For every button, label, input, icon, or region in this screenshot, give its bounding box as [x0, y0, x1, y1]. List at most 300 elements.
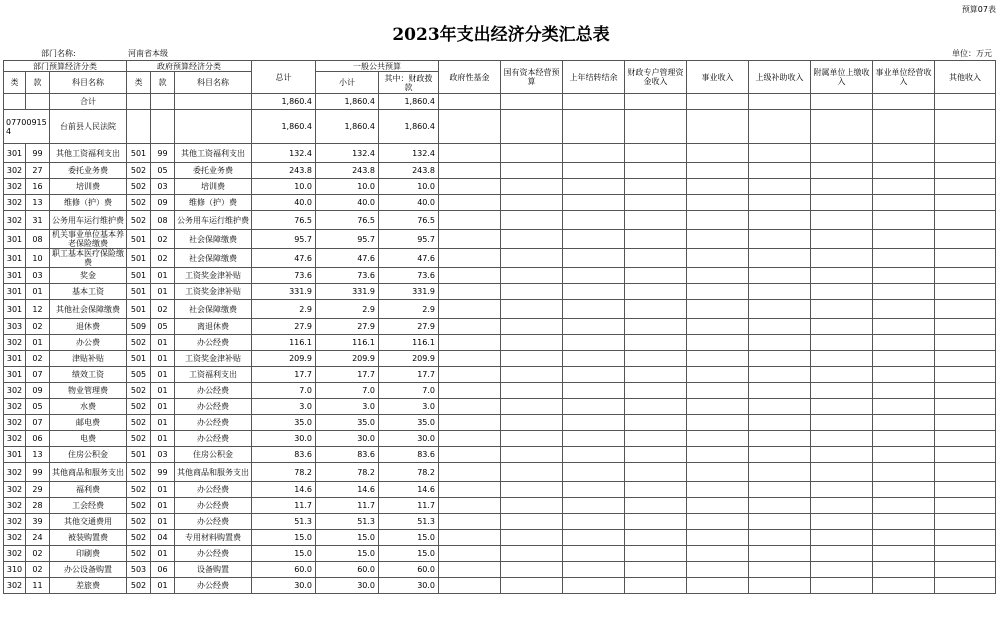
carryover-header: 上年结转结余: [563, 61, 625, 94]
empty-cell: [811, 144, 873, 163]
fiscal-grant-cell: 15.0: [379, 546, 439, 562]
empty-cell: [811, 230, 873, 249]
gov-lei-cell: 502: [127, 179, 151, 195]
gov-kuan-cell: 01: [151, 284, 175, 300]
gov-subject-cell: 其他工资福利支出: [175, 144, 252, 163]
dept-lei-cell: 302: [4, 415, 26, 431]
empty-cell: [439, 144, 501, 163]
empty-cell: [501, 546, 563, 562]
empty-cell: [439, 335, 501, 351]
empty-cell: [749, 300, 811, 319]
empty-cell: [811, 562, 873, 578]
fiscal-grant-cell: 116.1: [379, 335, 439, 351]
empty-cell: [563, 195, 625, 211]
gov-kuan-cell: 01: [151, 367, 175, 383]
gov-subject-cell: 工资奖金津补贴: [175, 268, 252, 284]
unit-name: 台前县人民法院: [50, 110, 127, 144]
empty-cell: [439, 482, 501, 498]
table-row: [4, 498, 996, 514]
dept-subject-cell: 津贴补贴: [50, 351, 127, 367]
empty-cell: [873, 383, 935, 399]
dept-kuan-cell: 13: [26, 195, 50, 211]
gov-lei-cell: 502: [127, 383, 151, 399]
gov-lei-header: 类: [127, 72, 151, 94]
empty-cell: [563, 415, 625, 431]
empty-cell: [811, 179, 873, 195]
empty-cell: [749, 319, 811, 335]
empty-cell: [811, 546, 873, 562]
gov-kuan-cell: 02: [151, 230, 175, 249]
empty-cell: [811, 383, 873, 399]
empty-cell: [935, 367, 996, 383]
gov-lei-cell: 502: [127, 195, 151, 211]
dept-subject-cell: 办公费: [50, 335, 127, 351]
empty-cell: [811, 578, 873, 594]
empty-cell: [935, 399, 996, 415]
dept-lei-cell: 310: [4, 562, 26, 578]
gov-lei-cell: 502: [127, 335, 151, 351]
dept-lei-cell: 302: [4, 335, 26, 351]
dept-kuan-cell: 03: [26, 268, 50, 284]
fiscal-grant-cell: 132.4: [379, 144, 439, 163]
gov-lei-cell: 503: [127, 562, 151, 578]
dept-subject-cell: 培训费: [50, 179, 127, 195]
empty-cell: [563, 230, 625, 249]
gov-lei-cell: 509: [127, 319, 151, 335]
empty-cell: [439, 447, 501, 463]
empty-cell: [935, 300, 996, 319]
total-cell: 30.0: [252, 431, 316, 447]
gov-lei-cell: 501: [127, 249, 151, 268]
empty-cell: [439, 300, 501, 319]
empty-cell: [687, 144, 749, 163]
empty-cell: [563, 179, 625, 195]
dept-subject-cell: 机关事业单位基本养老保险缴费: [50, 230, 127, 249]
total-cell: 51.3: [252, 514, 316, 530]
empty-cell: [501, 195, 563, 211]
dept-lei-cell: 301: [4, 351, 26, 367]
empty-cell: [873, 546, 935, 562]
empty-cell: [873, 514, 935, 530]
dept-lei-cell: 301: [4, 367, 26, 383]
empty-cell: [501, 179, 563, 195]
subtotal-cell: 78.2: [316, 463, 379, 482]
empty-cell: [625, 249, 687, 268]
empty-cell: [625, 211, 687, 230]
empty-cell: [749, 399, 811, 415]
empty-cell: [625, 399, 687, 415]
empty-cell: [749, 179, 811, 195]
empty-cell: [439, 578, 501, 594]
total-cell: 7.0: [252, 383, 316, 399]
fiscal-grant-cell: 11.7: [379, 498, 439, 514]
empty-cell: [687, 447, 749, 463]
table-row: [4, 463, 996, 482]
empty-cell: [501, 482, 563, 498]
empty-cell: [439, 319, 501, 335]
empty-cell: [935, 195, 996, 211]
dept-subject-cell: 其他工资福利支出: [50, 144, 127, 163]
gov-subject-cell: 办公经费: [175, 514, 252, 530]
empty-cell: [563, 211, 625, 230]
unit-total: 1,860.4: [252, 110, 316, 144]
empty-cell: [935, 514, 996, 530]
empty-cell: [811, 447, 873, 463]
empty-cell: [501, 230, 563, 249]
dept-lei-cell: 302: [4, 163, 26, 179]
gov-subject-cell: 委托业务费: [175, 163, 252, 179]
table-row: [4, 195, 996, 211]
other-income-header: 其他收入: [935, 61, 996, 94]
dept-kuan-cell: 05: [26, 399, 50, 415]
empty-cell: [439, 383, 501, 399]
empty-cell: [749, 268, 811, 284]
gov-subject-cell: 办公经费: [175, 578, 252, 594]
gov-kuan-cell: 01: [151, 383, 175, 399]
empty-cell: [811, 367, 873, 383]
empty-cell: [873, 179, 935, 195]
empty-cell: [501, 399, 563, 415]
empty-cell: [749, 415, 811, 431]
gov-kuan-cell: 01: [151, 498, 175, 514]
empty-cell: [563, 498, 625, 514]
total-cell: 30.0: [252, 578, 316, 594]
gov-lei-cell: 501: [127, 230, 151, 249]
empty-cell: [935, 284, 996, 300]
dept-subject-cell: 维修（护）费: [50, 195, 127, 211]
total-header: 总计: [252, 61, 316, 94]
empty-cell: [439, 415, 501, 431]
dept-lei-cell: 301: [4, 447, 26, 463]
dept-lei-cell: 302: [4, 431, 26, 447]
subtotal-cell: 209.9: [316, 351, 379, 367]
table-row: [4, 268, 996, 284]
empty-cell: [563, 284, 625, 300]
empty-cell: [873, 578, 935, 594]
subtotal-cell: 30.0: [316, 431, 379, 447]
gov-subject-cell: 社会保障缴费: [175, 230, 252, 249]
empty-cell: [625, 546, 687, 562]
business-income-header: 事业收入: [687, 61, 749, 94]
empty-cell: [501, 498, 563, 514]
subtotal-cell: 15.0: [316, 530, 379, 546]
empty-cell: [873, 415, 935, 431]
page-title: 2023年支出经济分类汇总表: [392, 25, 610, 45]
empty-cell: [811, 482, 873, 498]
empty-cell: [563, 249, 625, 268]
dept-lei-cell: 301: [4, 300, 26, 319]
table-row: [4, 399, 996, 415]
fiscal-grant-cell: 95.7: [379, 230, 439, 249]
dept-kuan-cell: 16: [26, 179, 50, 195]
empty-cell: [501, 335, 563, 351]
empty-cell: [811, 399, 873, 415]
gov-subject-cell: 办公经费: [175, 335, 252, 351]
table-row: [4, 249, 996, 268]
table-row: [4, 230, 996, 249]
empty-cell: [625, 230, 687, 249]
empty-cell: [687, 530, 749, 546]
dept-kuan-cell: 27: [26, 163, 50, 179]
empty-cell: [687, 383, 749, 399]
empty-cell: [439, 195, 501, 211]
gov-subject-header: 科目名称: [175, 72, 252, 94]
empty-cell: [563, 546, 625, 562]
subtotal-cell: 2.9: [316, 300, 379, 319]
fiscal-grant-cell: 15.0: [379, 530, 439, 546]
gov-lei-cell: 502: [127, 211, 151, 230]
empty-cell: [687, 415, 749, 431]
fiscal-grant-cell: 2.9: [379, 300, 439, 319]
gov-kuan-cell: 02: [151, 300, 175, 319]
table-row: [4, 514, 996, 530]
empty-cell: [749, 211, 811, 230]
empty-cell: [873, 498, 935, 514]
fiscal-grant-cell: 331.9: [379, 284, 439, 300]
department-value: 河南省本级: [128, 49, 168, 58]
fiscal-grant-cell: 10.0: [379, 179, 439, 195]
empty-cell: [687, 319, 749, 335]
empty-cell: [625, 482, 687, 498]
dept-subject-cell: 奖金: [50, 268, 127, 284]
empty-cell: [563, 300, 625, 319]
dept-kuan-cell: 10: [26, 249, 50, 268]
subtotal-cell: 132.4: [316, 144, 379, 163]
dept-subject-cell: 其他交通费用: [50, 514, 127, 530]
empty-cell: [625, 562, 687, 578]
empty-cell: [935, 163, 996, 179]
empty-cell: [501, 562, 563, 578]
empty-cell: [501, 268, 563, 284]
empty-cell: [563, 144, 625, 163]
empty-cell: [625, 367, 687, 383]
unit-label: 单位：万元: [952, 49, 992, 58]
empty-cell: [687, 482, 749, 498]
gov-subject-cell: 办公经费: [175, 482, 252, 498]
empty-cell: [687, 230, 749, 249]
table-row: [4, 367, 996, 383]
total-cell: 331.9: [252, 284, 316, 300]
total-cell: 73.6: [252, 268, 316, 284]
empty-cell: [935, 249, 996, 268]
gov-lei-cell: 501: [127, 447, 151, 463]
dept-lei-cell: 302: [4, 463, 26, 482]
total-cell: 78.2: [252, 463, 316, 482]
empty-cell: [749, 562, 811, 578]
gov-subject-cell: 办公经费: [175, 415, 252, 431]
dept-lei-cell: 302: [4, 399, 26, 415]
fiscal-grant-cell: 76.5: [379, 211, 439, 230]
total-cell: 2.9: [252, 300, 316, 319]
empty-cell: [687, 163, 749, 179]
subtotal-cell: 60.0: [316, 562, 379, 578]
gov-kuan-cell: 03: [151, 179, 175, 195]
empty-cell: [749, 546, 811, 562]
dept-kuan-cell: 06: [26, 431, 50, 447]
dept-kuan-cell: 99: [26, 144, 50, 163]
empty-cell: [563, 482, 625, 498]
dept-subject-cell: 基本工资: [50, 284, 127, 300]
table-row: [4, 211, 996, 230]
empty-cell: [625, 383, 687, 399]
empty-cell: [873, 530, 935, 546]
dept-lei-cell: 301: [4, 249, 26, 268]
dept-lei-cell: 302: [4, 482, 26, 498]
empty-cell: [873, 335, 935, 351]
fiscal-grant-cell: 51.3: [379, 514, 439, 530]
empty-cell: [687, 300, 749, 319]
dept-lei-cell: 301: [4, 230, 26, 249]
empty-cell: [811, 415, 873, 431]
empty-cell: [439, 431, 501, 447]
empty-cell: [625, 335, 687, 351]
dept-kuan-cell: 07: [26, 367, 50, 383]
empty-cell: [811, 284, 873, 300]
fiscal-grant-header: 其中：财政拨款: [379, 72, 439, 94]
empty-cell: [749, 482, 811, 498]
gov-subject-cell: 公务用车运行维护费: [175, 211, 252, 230]
subtotal-cell: 10.0: [316, 179, 379, 195]
dept-subject-cell: 被装购置费: [50, 530, 127, 546]
gov-kuan-cell: 02: [151, 249, 175, 268]
empty-cell: [439, 351, 501, 367]
gov-kuan-cell: 04: [151, 530, 175, 546]
empty-cell: [501, 463, 563, 482]
empty-cell: [687, 431, 749, 447]
empty-cell: [563, 383, 625, 399]
empty-cell: [501, 447, 563, 463]
empty-cell: [935, 415, 996, 431]
empty-cell: [873, 447, 935, 463]
empty-cell: [811, 431, 873, 447]
empty-cell: [687, 562, 749, 578]
dept-lei-cell: 302: [4, 195, 26, 211]
gov-kuan-cell: 99: [151, 144, 175, 163]
total-cell: 3.0: [252, 399, 316, 415]
dept-lei-cell: 302: [4, 578, 26, 594]
dept-subject-cell: 职工基本医疗保险缴费: [50, 249, 127, 268]
empty-cell: [501, 163, 563, 179]
gov-kuan-cell: 01: [151, 578, 175, 594]
total-cell: 17.7: [252, 367, 316, 383]
gov-lei-cell: 501: [127, 351, 151, 367]
dept-lei-cell: 302: [4, 179, 26, 195]
dept-kuan-cell: 24: [26, 530, 50, 546]
dept-subject-cell: 住房公积金: [50, 447, 127, 463]
empty-cell: [501, 431, 563, 447]
gov-subject-cell: 办公经费: [175, 383, 252, 399]
general-budget-header: 一般公共预算: [316, 61, 439, 72]
empty-cell: [873, 249, 935, 268]
empty-cell: [811, 163, 873, 179]
table-row: [4, 578, 996, 594]
dept-lei-cell: 301: [4, 144, 26, 163]
empty-cell: [749, 351, 811, 367]
superior-subsidy-header: 上级补助收入: [749, 61, 811, 94]
total-cell: 47.6: [252, 249, 316, 268]
empty-cell: [563, 578, 625, 594]
gov-subject-cell: 办公经费: [175, 546, 252, 562]
empty-cell: [811, 530, 873, 546]
dept-kuan-cell: 29: [26, 482, 50, 498]
empty-cell: [501, 319, 563, 335]
empty-cell: [935, 447, 996, 463]
subtotal-cell: 14.6: [316, 482, 379, 498]
empty-cell: [935, 179, 996, 195]
table-row: [4, 284, 996, 300]
table-row: [4, 546, 996, 562]
state-capital-header: 国有资本经营预算: [501, 61, 563, 94]
empty-cell: [873, 230, 935, 249]
fiscal-grant-cell: 60.0: [379, 562, 439, 578]
empty-cell: [873, 284, 935, 300]
empty-cell: [625, 578, 687, 594]
empty-cell: [935, 319, 996, 335]
empty-cell: [625, 351, 687, 367]
total-cell: 15.0: [252, 546, 316, 562]
empty-cell: [935, 351, 996, 367]
subtotal-cell: 40.0: [316, 195, 379, 211]
dept-kuan-cell: 01: [26, 284, 50, 300]
gov-lei-cell: 502: [127, 546, 151, 562]
empty-cell: [749, 367, 811, 383]
empty-cell: [935, 383, 996, 399]
gov-subject-cell: 工资奖金津补贴: [175, 351, 252, 367]
empty-cell: [811, 335, 873, 351]
empty-cell: [501, 351, 563, 367]
empty-cell: [749, 195, 811, 211]
empty-cell: [439, 230, 501, 249]
empty-cell: [873, 431, 935, 447]
fiscal-grant-cell: 30.0: [379, 431, 439, 447]
dept-subject-cell: 物业管理费: [50, 383, 127, 399]
empty-cell: [935, 498, 996, 514]
empty-cell: [439, 463, 501, 482]
department-label: 部门名称:: [41, 49, 76, 58]
dept-kuan-cell: 28: [26, 498, 50, 514]
empty-cell: [563, 463, 625, 482]
empty-cell: [563, 399, 625, 415]
empty-cell: [563, 530, 625, 546]
subtotal-cell: 3.0: [316, 399, 379, 415]
fiscal-grant-cell: 27.9: [379, 319, 439, 335]
empty-cell: [501, 144, 563, 163]
empty-cell: [873, 211, 935, 230]
gov-subject-cell: 工资奖金津补贴: [175, 284, 252, 300]
empty-cell: [935, 562, 996, 578]
empty-cell: [439, 268, 501, 284]
table-row: [4, 431, 996, 447]
empty-cell: [749, 230, 811, 249]
empty-cell: [811, 351, 873, 367]
table-row: [4, 530, 996, 546]
gov-subject-cell: 其他商品和服务支出: [175, 463, 252, 482]
empty-cell: [563, 562, 625, 578]
gov-kuan-cell: 01: [151, 514, 175, 530]
gov-subject-cell: 办公经费: [175, 399, 252, 415]
empty-cell: [501, 249, 563, 268]
total-cell: 14.6: [252, 482, 316, 498]
total-cell: 40.0: [252, 195, 316, 211]
empty-cell: [873, 319, 935, 335]
dept-kuan-cell: 09: [26, 383, 50, 399]
empty-cell: [687, 335, 749, 351]
empty-cell: [749, 431, 811, 447]
empty-cell: [811, 249, 873, 268]
gov-subject-cell: 社会保障缴费: [175, 300, 252, 319]
empty-cell: [687, 351, 749, 367]
unit-subtotal: 1,860.4: [316, 110, 379, 144]
